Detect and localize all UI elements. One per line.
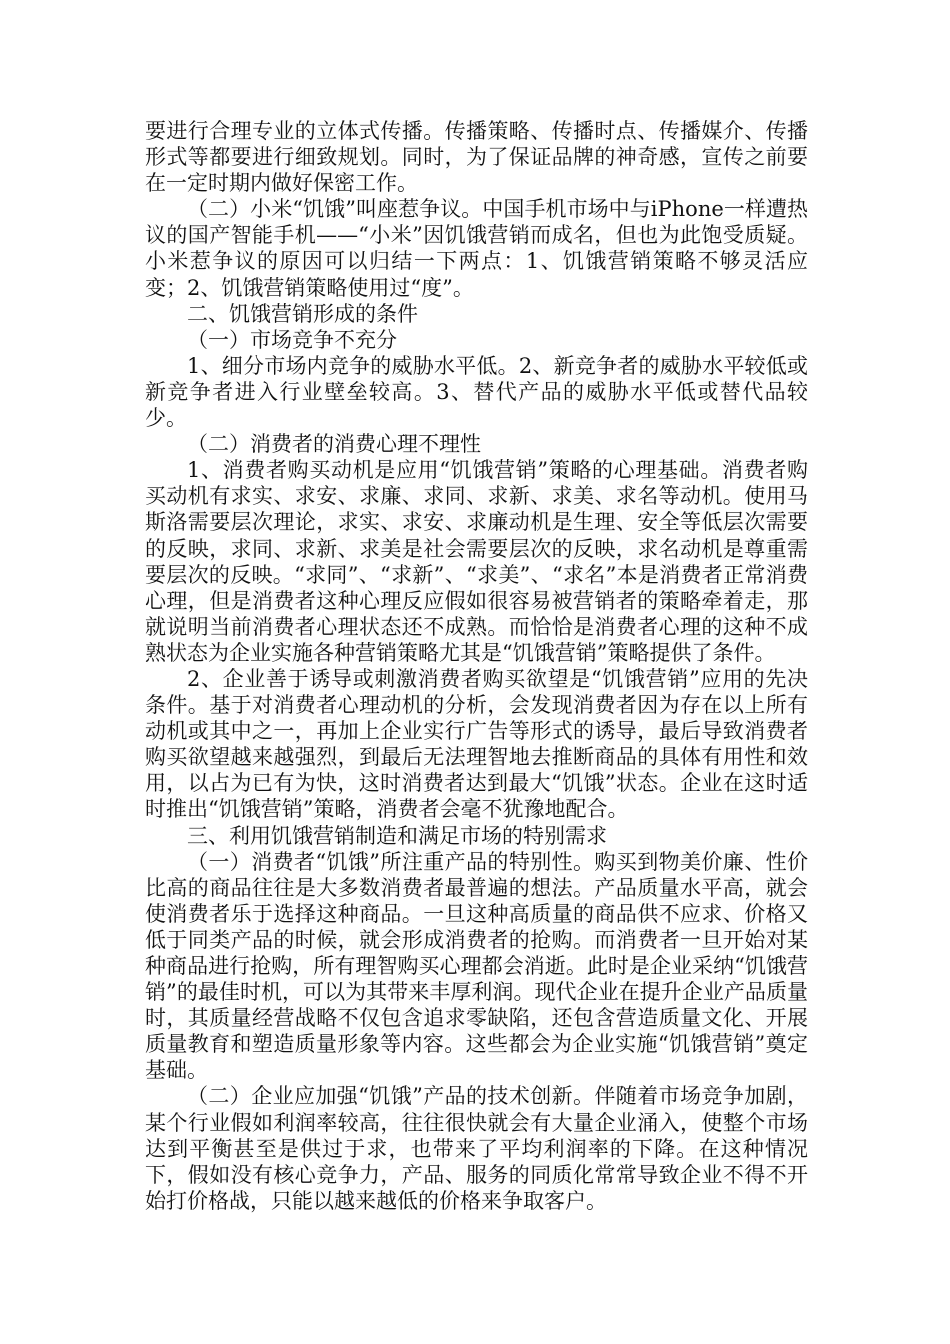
- document-body: [145, 118, 808, 1214]
- section-heading-3: 三、利用饥饿营销制造和满足市场的特别需求: [187, 823, 607, 848]
- paragraph-competition: 1、细分市场内竞争的威胁水平低。2、新竞争者的威胁水平较低或新竞争者进入行业壁垒较高。3、替代产品的威胁水平低或替代品较少。: [145, 353, 808, 431]
- paragraph-inducement: 2、企业善于诱导或刺激消费者购买欲望是“饥饿营销”应用的先决条件。基于对消费者心理动机的分析，会发现消费者因为存在以上所有动机或其中之一，再加上企业实行广告等形式的诱导，最后导致消费者购买欲望越来越强烈，到最后无法理智地去推断商品的具体有用性和效用，以占为已有为快，这时消费者达到最大“饥饿”状态。企业在这时适时推出“饥饿营销”策略，消费者会毫不犹豫地配合。: [145, 666, 808, 822]
- paragraph-continuation: 要进行合理专业的立体式传播。传播策略、传播时点、传播媒介、传播形式等都要进行细致规划。同时，为了保证品牌的神奇感，宣传之前要在一定时期内做好保密工作。: [145, 119, 808, 196]
- paragraph-motivation: 1、消费者购买动机是应用“饥饿营销”策略的心理基础。消费者购买动机有求实、求安、求廉、求同、求新、求美、求名等动机。使用马斯洛需要层次理论，求实、求安、求廉动机是生理、安全等低层次需要的反映，求同、求新、求美是社会需要层次的反映，求名动机是尊重需要层次的反映。“求同”、“求新”、“求美”、“求名”本是消费者正常消费心理，但是消费者这种心理反应假如很容易被营销者的策略牵着走，那就说明当前消费者心理状态还不成熟。而恰恰是消费者心理的这种不成熟状态为企业实施各种营销策略尤其是“饥饿营销”策略提供了条件。: [145, 458, 808, 665]
- paragraph-product-specialty: （一）消费者“饥饿”所注重产品的特别性。购买到物美价廉、性价比高的商品往往是大多数消费者最普遍的想法。产品质量水平高，就会使消费者乐于选择这种商品。一旦这种高质量的商品供不应求、价格又低于同类产品的时候，就会形成消费者的抢购。而消费者一旦开始对某种商品进行抢购，所有理智购买心理都会消逝。此时是企业采纳“饥饿营销”的最佳时机，可以为其带来丰厚利润。现代企业在提升企业产品质量时，其质量经营战略不仅包含追求零缺陷，还包含营造质量文化、开展质量教育和塑造质量形象等内容。这些都会为企业实施“饥饿营销”奠定基础。: [145, 849, 808, 1083]
- subsection-heading-2-2: （二）消费者的消费心理不理性: [187, 432, 481, 457]
- section-heading-2: 二、饥饿营销形成的条件: [187, 301, 418, 326]
- paragraph-xiaomi: （二）小米“饥饿”叫座惹争议。中国手机市场中与iPhone一样遭热议的国产智能手机——“小米”因饥饿营销而成名，但也为此饱受质疑。小米惹争议的原因可以归结一下两点：1、饥饿营销策略不够灵活应变；2、饥饿营销策略使用过“度”。: [145, 197, 808, 300]
- subsection-heading-2-1: （一）市场竞争不充分: [187, 327, 397, 352]
- paragraph-innovation: （二）企业应加强“饥饿”产品的技术创新。伴随着市场竞争加剧，某个行业假如利润率较高，往往很快就会有大量企业涌入，使整个市场达到平衡甚至是供过于求，也带来了平均利润率的下降。在这种情况下，假如没有核心竞争力，产品、服务的同质化常常导致企业不得不开始打价格战，只能以越来越低的价格来争取客户。: [145, 1084, 808, 1213]
